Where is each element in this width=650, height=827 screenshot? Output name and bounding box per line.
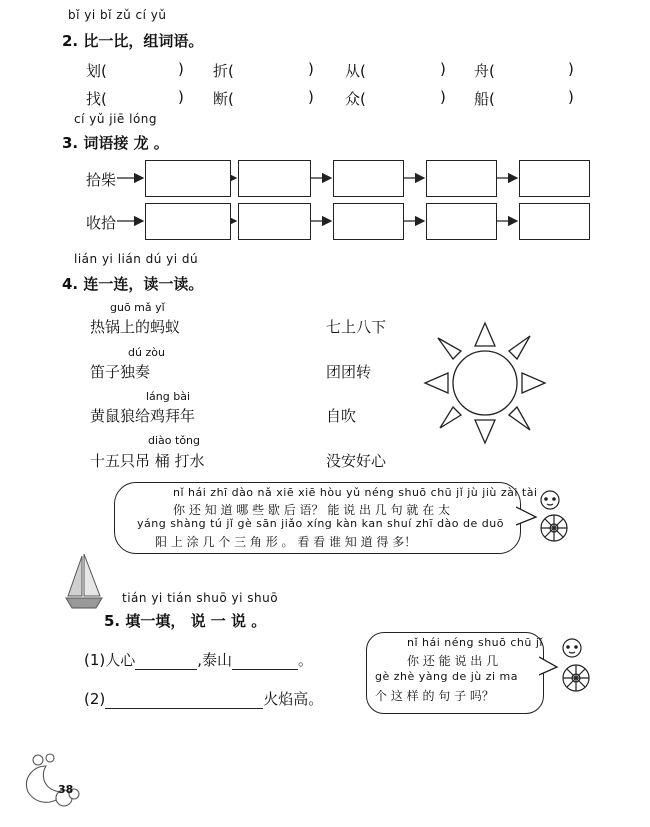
chain-box-1-3[interactable] [333, 160, 404, 197]
q2-r2-c4-close: ) [568, 88, 574, 106]
q4-left-2[interactable]: 笛子独奏 [90, 363, 151, 381]
chain-box-2-5[interactable] [519, 203, 590, 240]
q3-title: 3. 词语接 龙 。 [62, 134, 169, 152]
q2-r1-c1-open: 划( [86, 62, 107, 80]
page-number: 38 [58, 783, 74, 796]
q2-r2-c2-open: 断( [213, 90, 234, 108]
moon-cloud-icon [20, 752, 82, 810]
q4-left-4[interactable]: 十五只吊 桶 打水 [90, 452, 205, 470]
q2-r1-c3-open: 从( [345, 62, 366, 80]
chain-box-2-3[interactable] [333, 203, 404, 240]
q3-row2-label: 收拾 [86, 214, 117, 232]
bubble2-line1-pinyin: nǐ hái néng shuō chū jǐ [407, 636, 543, 649]
chain-box-1-1[interactable] [145, 160, 231, 197]
bubble2-line1: 你 还 能 说 出 几 [407, 654, 499, 668]
q2-r2-c3-close: ) [440, 88, 446, 106]
speech-bubble-proverbs [114, 482, 538, 554]
q4-left-3-pinyin: láng bài [146, 390, 191, 403]
q5-item2 [84, 688, 323, 709]
q5-item1-mid: ,泰山 [197, 651, 233, 669]
child-mascot-icon-2 [552, 636, 598, 698]
q2-r1-c2-open: 折( [213, 62, 234, 80]
sailboat-icon [62, 552, 104, 614]
q5-title: 5. 填一填， 说 一 说 。 [104, 612, 267, 630]
bubble1-line1: 你 还 知 道 哪 些 歇 后 语？ 能 说 出 几 句 就 在 太 [173, 503, 451, 517]
q4-right-4[interactable]: 没安好心 [326, 452, 387, 470]
chain-box-2-4[interactable] [426, 203, 497, 240]
q4-left-4-pinyin: diào tǒng [148, 434, 201, 447]
q2-r2-c4-open: 船( [474, 90, 495, 108]
q5-item2-end: 火焰高。 [263, 690, 324, 708]
q2-r2-c1-close: ) [178, 88, 184, 106]
q2-pinyin: bǐ yi bǐ zǔ cí yǔ [68, 8, 167, 22]
bubble2-line2-pinyin: gè zhè yàng de jù zi ma [375, 670, 519, 683]
q4-right-1[interactable]: 七上八下 [326, 318, 387, 336]
chain-box-1-5[interactable] [519, 160, 590, 197]
bubble1-line1-pinyin: nǐ hái zhī dào nǎ xiē xiē hòu yǔ néng shuō chū jǐ jù jiù zài tài [173, 486, 538, 499]
bubble1-line2: 阳 上 涂 几 个 三 角 形 。 看 看 谁 知 道 得 多！ [155, 535, 417, 549]
q3-pinyin: cí yǔ jiē lóng [74, 112, 158, 126]
q5-pinyin: tián yi tián shuō yi shuō [122, 591, 279, 605]
q4-left-2-pinyin: dú zòu [128, 346, 165, 359]
q5-item1 [84, 649, 313, 670]
q3-row1-label: 拾柴 [86, 171, 117, 189]
q4-left-1-pinyin: guō mǎ yǐ [110, 301, 165, 314]
q4-left-3[interactable]: 黄鼠狼给鸡拜年 [90, 407, 196, 425]
q2-r2-c2-close: ) [308, 88, 314, 106]
q5-item1-end: 。 [298, 651, 314, 669]
q5-item2-blank[interactable] [105, 691, 263, 709]
q4-right-3[interactable]: 自吹 [326, 407, 357, 425]
q2-r2-c3-open: 众( [345, 90, 366, 108]
q2-r1-c3-close: ) [440, 60, 446, 78]
bubble1-line2-pinyin: yáng shàng tú jǐ gè sān jiǎo xíng kàn kan shuí zhī dào de duō [137, 517, 504, 530]
q5-item1-blank2[interactable] [232, 652, 298, 670]
chain-box-1-4[interactable] [426, 160, 497, 197]
q5-item2-prefix: (2) [84, 690, 106, 708]
chain-box-2-1[interactable] [145, 203, 231, 240]
q4-right-2[interactable]: 团团转 [326, 363, 372, 381]
q4-left-1[interactable]: 热锅上的蚂蚁 [90, 318, 181, 336]
q2-r1-c4-open: 舟( [474, 62, 495, 80]
q2-r2-c1-open: 找( [86, 90, 107, 108]
q4-title: 4. 连一连，读一读。 [62, 275, 204, 293]
sun-icon [420, 318, 550, 448]
chain-box-2-2[interactable] [238, 203, 311, 240]
q2-r1-c1-close: ) [178, 60, 184, 78]
q2-r1-c4-close: ) [568, 60, 574, 78]
child-mascot-icon [530, 488, 576, 548]
chain-box-1-2[interactable] [238, 160, 311, 197]
bubble2-line2: 个 这 样 的 句 子 吗？ [375, 689, 494, 703]
q2-title: 2. 比一比，组词语。 [62, 32, 204, 50]
q2-r1-c2-close: ) [308, 60, 314, 78]
q5-item1-blank1[interactable] [135, 652, 197, 670]
speech-bubble-sentences [366, 632, 544, 714]
q5-item1-prefix: (1)人心 [84, 651, 136, 669]
q4-pinyin: lián yi lián dú yi dú [74, 252, 199, 266]
